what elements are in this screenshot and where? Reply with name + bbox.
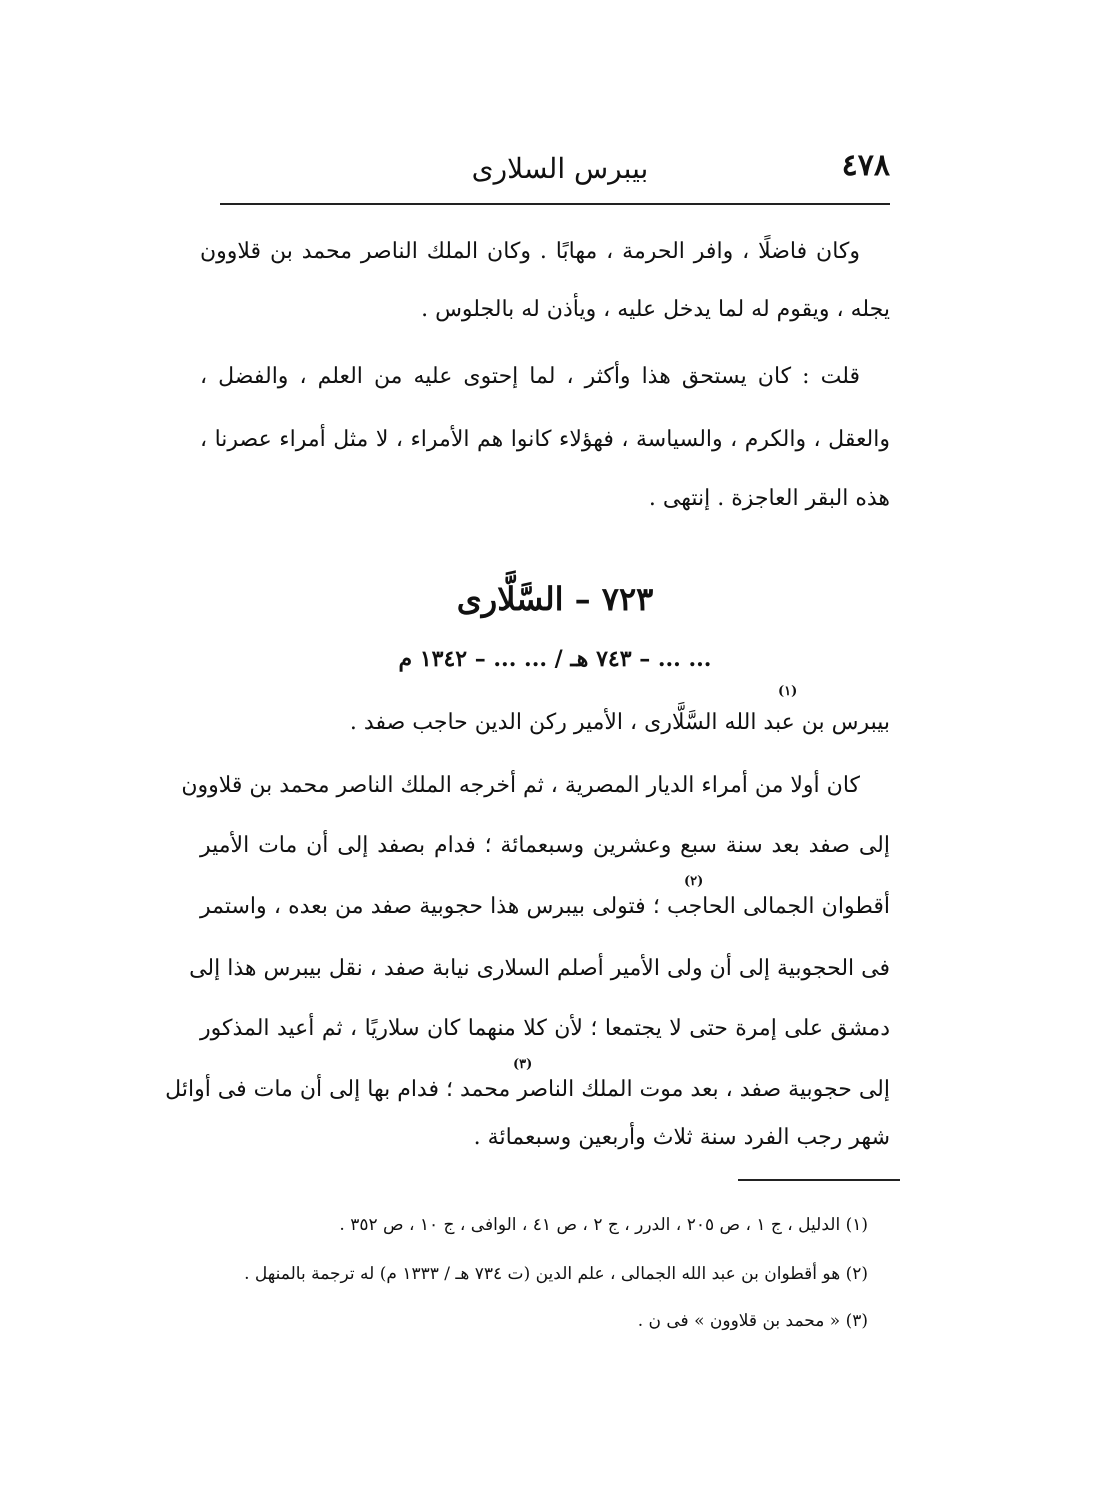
entry-line: دمشق على إمرة حتى لا يجتمعا ؛ لأن كلا منهما كان سلاريًا ، ثم أعيد المذكور [200, 1016, 890, 1041]
intro-line: يجله ، ويقوم له لما يدخل عليه ، ويأذن له بالجلوس . [421, 297, 890, 322]
footnote-ref-1: (١) [778, 684, 798, 699]
entry-line: إلى صفد بعد سنة سبع وعشرين وسبعمائة ؛ فدام بصفد إلى أن مات الأمير [200, 833, 890, 858]
intro-line: والعقل ، والكرم ، والسياسة ، فهؤلاء كانوا هم الأمراء ، لا مثل أمراء عصرنا ، [200, 427, 890, 452]
entry-line: فى الحجوبية إلى أن ولى الأمير أصلم السلارى نيابة صفد ، نقل بيبرس هذا إلى [189, 956, 890, 981]
entry-name-line: بيبرس بن عبد الله السَّلَّارى ، الأمير ركن الدين حاجب صفد . [349, 710, 890, 735]
entry-line: إلى حجوبية صفد ، بعد موت الملك الناصر محمد ؛ فدام بها إلى أن مات فى أوائل [165, 1077, 890, 1102]
footnote-rule [738, 1179, 900, 1181]
entry-dates: ... ... – ٧٤٣ هـ / ... ... – ١٣٤٢ م [398, 646, 712, 672]
header-rule [220, 203, 890, 205]
footnote-3: (٣) « محمد بن قلاوون » فى ن . [637, 1311, 868, 1331]
intro-line: هذه البقر العاجزة . إنتهى . [648, 486, 890, 511]
entry-line: شهر رجب الفرد سنة ثلاث وأربعين وسبعمائة . [473, 1125, 890, 1150]
footnote-1: (١) الدليل ، ج ١ ، ص ٢٠٥ ، الدرر ، ج ٢ ، ص ٤١ ، الوافى ، ج ١٠ ، ص ٣٥٢ . [339, 1215, 868, 1235]
intro-line: قلت : كان يستحق هذا وأكثر ، لما إحتوى عليه من العلم ، والفضل ، [200, 364, 860, 389]
intro-line: وكان فاضلًا ، وافر الحرمة ، مهابًا . وكان الملك الناصر محمد بن قلاوون [200, 239, 860, 264]
footnote-2: (٢) هو أقطوان بن عبد الله الجمالى ، علم الدين (ت ٧٣٤ هـ / ١٣٣٣ م) له ترجمة بالمنهل . [244, 1264, 868, 1284]
footnote-ref-3: (٣) [513, 1057, 533, 1072]
footnote-ref-2: (٢) [684, 874, 704, 889]
entry-line: أقطوان الجمالى الحاجب ؛ فتولى بيبرس هذا حجوبية صفد من بعده ، واستمر [200, 894, 890, 919]
entry-line: كان أولا من أمراء الديار المصرية ، ثم أخرجه الملك الناصر محمد بن قلاوون [181, 773, 860, 798]
running-title: بيبرس السلارى [471, 152, 649, 185]
page-number: ٤٧٨ [841, 148, 890, 183]
entry-title: ٧٢٣ – السَّلَّارى [456, 580, 654, 618]
